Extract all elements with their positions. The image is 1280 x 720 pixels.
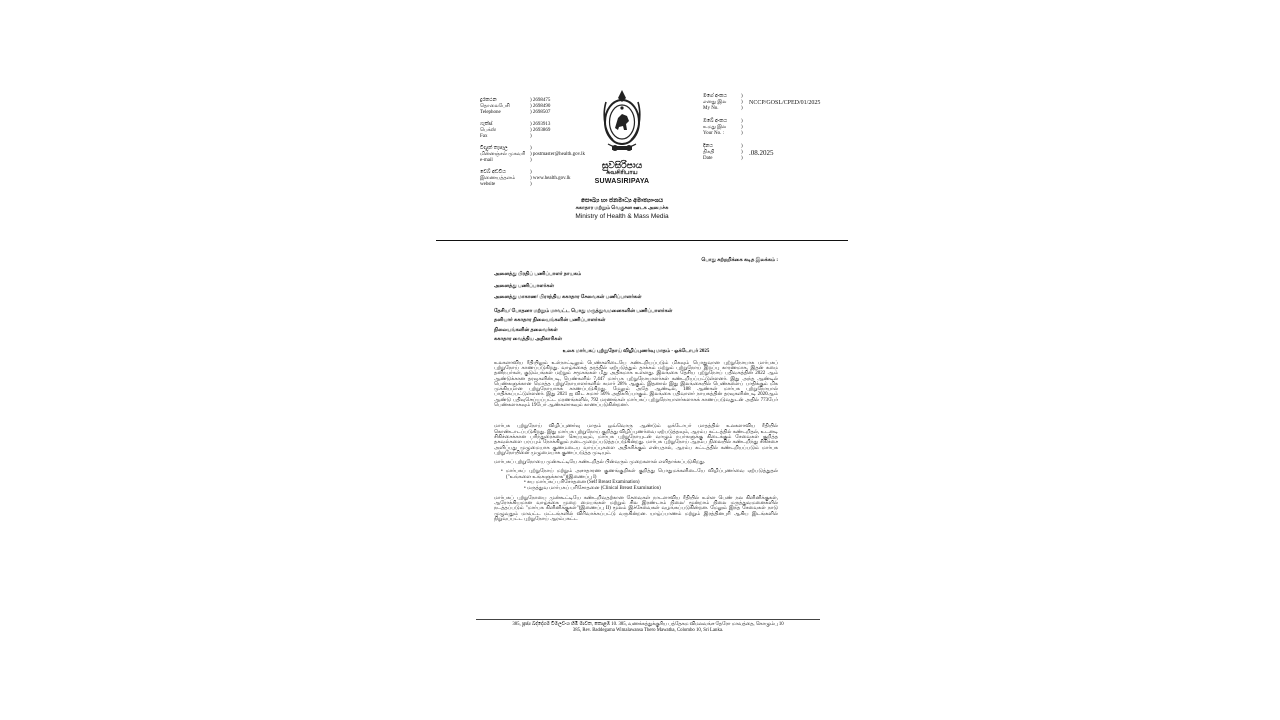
ministry-sinhala: සෞඛ්‍ය හා ජනමාධ්‍ය අමාත්‍යාංශය	[580, 198, 664, 204]
reference-details	[703, 94, 843, 169]
letter-body	[494, 258, 778, 526]
footer-address	[470, 622, 826, 634]
footer-line-1: 385, පූජ්‍ය බද්දේගම විමලවංශ හිමි මාවත, කොළඹ 10. 385, வணக்கத்துக்குரிய பத்தேகம விமலவங்ச தேரோ மாவத்தை, கொழும்பு 10	[512, 622, 784, 627]
field-separator: ) 2698507	[530, 110, 551, 115]
field-label: Fax	[480, 134, 488, 139]
field-separator: ) www.health.gov.lk	[530, 176, 571, 181]
field-label: My No.	[703, 106, 719, 111]
ministry-english: Ministry of Health & Mass Media	[575, 213, 669, 220]
bullet-awareness: • மார்பகப் புற்றுநோய் மற்றும் அசாதாரண குணங்குறிகள் குறித்து பொதுமக்களிடையே விழிப்புணர்வை ஏற்படுத்துதல் ("உங்களை உங்களுக்காக")(இணைப்பு I)	[501, 469, 778, 480]
field-separator: )	[530, 170, 532, 175]
bullet-self-exam: • சுய மார்பகப் பரிசோதனை (Self Breast Examination)	[524, 480, 640, 486]
ministry-tamil: சுகாதார மற்றும் வெகுசன ஊடக அமைச்சு	[575, 206, 669, 211]
field-separator: )	[530, 134, 532, 139]
field-label: e-mail	[480, 158, 493, 163]
field-label: தொலைபேசி	[480, 104, 510, 109]
field-label: எனது இல	[703, 100, 727, 105]
field-separator: )	[741, 100, 743, 105]
field-separator: )	[741, 106, 743, 111]
field-separator: )	[741, 131, 743, 136]
field-label: මගේ අංකය	[703, 94, 727, 99]
letter-date: .08.2025	[749, 149, 774, 157]
refs-group	[703, 94, 843, 112]
field-separator: )	[741, 125, 743, 130]
addressee-line: அனைத்து பிரதிப் பணிப்பாளர் நாயகம்	[494, 272, 582, 278]
field-label: ඔබේ අංකය	[703, 119, 727, 124]
field-separator: )	[741, 94, 743, 99]
bullet-clinical-exam: • மருத்துவ மார்பகப் பரிசோதனை (Clinical Breast Examination)	[524, 486, 661, 492]
field-separator: )	[741, 119, 743, 124]
brand-english: SUWASIRIPAYA	[594, 178, 650, 185]
refs-row	[703, 131, 843, 137]
letter-title: உலக மார்பகப் புற்றுநோய் விழிப்புணர்வு மாதம் - ஒக்டோபர் 2025	[562, 349, 710, 355]
field-label: ෆැක්ස්	[480, 122, 493, 127]
field-separator: ) 2698490	[530, 104, 551, 109]
reference-number: NCCP/GOSL/CPED/01/2025	[749, 100, 821, 106]
field-label: Date	[703, 156, 713, 161]
brand-tamil: சுவசிரிபாய	[606, 170, 638, 176]
addressee-line: அனைத்து பணிப்பாளர்கள்	[494, 283, 555, 289]
field-label: திகதி	[703, 150, 715, 155]
field-label: பெக்ஸ்	[480, 128, 497, 133]
addressee-line: தேசிய/ போதனா மற்றும் மாவட்ட பொது மருத்துவமனைகளின் பணிப்பாளர்கள்	[494, 309, 673, 315]
field-separator: )	[741, 150, 743, 155]
brand-sinhala: සුවසිරිපාය	[601, 160, 643, 170]
field-separator: )	[530, 182, 532, 187]
addressee-line: சுகாதார வைத்திய அதிகாரிகள்	[494, 337, 562, 343]
addressee-line: அனைத்து மாகாண/ பிராந்திய சுகாதார சேவைகள் பணிப்பாளர்கள்	[494, 294, 642, 300]
field-separator: ) postmaster@health.gov.lk	[530, 152, 585, 157]
refs-group	[703, 144, 843, 162]
field-label: Telephone	[480, 110, 501, 115]
refs-row	[703, 106, 843, 112]
contacts-group	[480, 122, 600, 140]
paragraph-statistics: உலகளாவிய ரீதியிலும் உள்நாட்டிலும் பெண்களிடையே கண்டறியப்படும் மிகவும் பொதுவான புற்றுநோயாக மார்பகப் புற்றுநோய் காணப்படுகிறது. வாழ்க்கைத் தரத்தில் ஏற்படுத்தும் தாக்கம் மற்றும் புற்றுநோய் இறப்பு காரணமாக, இதன் சுமை தனிநபர்கள், குடும்பங்கள் மற்றும் சமூகங்கள் மீது அதிகமாக உள்ளது. இலங்கை தேசிய புற்றுநோய் பதிவகத்தின் 2022 ஆம் ஆண்டுக்கான தரவுகளின்படி, பெண்களில் 7,447 மார்பக புற்றுநோயாளர்கள் கண்டறியப்பட்டுள்ளனர். இது அந்த ஆண்டில் பெண்களுக்கான மொத்த புற்றுநோயாளர்களில் சுமார் 28% ஆகும். இதனால் இது இலங்கையில் பெண்களைப் பாதிக்கும் மிக முக்கியமான புற்றுநோயாகக் காணப்படுகிறது. மேலும் அதே ஆண்டில், 188 ஆண்கள் மார்பக புற்றுநோயால் பாதிக்கப்பட்டுள்ளனர். இது 2021 ஐ விட சுமார் 50% அதிகரிப்பாகும். இலங்கை பதிவாளர் நாயகத்தின் தரவுகளின்படி 2020ஆம் ஆண்டு பதிவுசெய்யப்பட்ட மரணங்களில், 792 மரணங்கள் மார்பகப் புற்றுநோயாளர்களாகக் காணப்படுவதுடன் அதில் 773பேர் பெண்களாகவும் 19பேர் ஆண்களாகவும் காணப்படுகின்றனர்.	[494, 360, 778, 409]
field-separator: ) 2693869	[530, 128, 551, 133]
field-label: විද්‍යුත් තැපෑල	[480, 146, 508, 151]
contacts-row	[480, 134, 600, 140]
field-separator: )	[530, 158, 532, 163]
paragraph-services: மார்பகப் புற்றுநோயை முன்கூட்டியே கண்டறிவதற்கான சேவைகள் நாடளாவிய ரீதியில் உள்ள பெண் நல கிளினிக்குகள், ஆரோக்கியமான வாழ்க்கை முறை மையங்கள் மற்றும் சில இரண்டாம் நிலை/ மூன்றாம் நிலை மருத்துவமனைகளில் நடத்தப்படும் "மார்பக கிளினிக்குகள்"(இணைப்பு II) மூலம் இச்சேவைகள் வழங்கப்படுகின்றன. மேலும் இந்த சேவைகள் நாடு முழுவதும் மாவட்ட மட்டங்களில் விரிவாக்கப்பட்டு வருகின்றன. யாழ்ப்பாணம் மற்றும் இரத்தினபுரி ஆகிய இடங்களில் நிறுவப்பட்ட புற்றுநோய் ஆரம்பகட்ட	[494, 495, 778, 522]
field-separator: )	[741, 156, 743, 161]
field-separator: )	[741, 144, 743, 149]
field-separator: ) 2698475	[530, 98, 551, 103]
footer-line-2: 385, Rev. Baddegama Wimalawansa Thero Mawatha, Colombo 10, Sri Lanka.	[572, 628, 724, 633]
addressees-primary	[494, 272, 778, 300]
letterhead-divider	[436, 240, 848, 241]
field-label: දිනය	[703, 144, 713, 149]
addressees-secondary	[494, 309, 778, 342]
refs-group	[703, 119, 843, 137]
sri-lanka-emblem-icon	[600, 88, 644, 154]
footer-divider	[476, 619, 820, 620]
addressee-line: தனியார் சுகாதார நிலையங்களின் பணிப்பாளர்கள்	[494, 318, 606, 324]
field-label: website	[480, 182, 496, 187]
field-separator: )	[530, 146, 532, 151]
addressee-line: நிலையங்களின் தலைவர்கள்	[494, 327, 558, 333]
field-label: Your No. :	[703, 131, 725, 136]
field-label: දුරකථන	[480, 98, 497, 103]
field-label: உமது இல	[703, 125, 727, 130]
field-label: වෙබ් අඩවිය	[480, 170, 506, 175]
contacts-group	[480, 98, 600, 116]
field-label: மின்னஞ்சல் முகவரி	[480, 152, 526, 157]
circular-number-label: பொது சுற்றறிக்கை கடித இலக்கம் :	[701, 258, 778, 263]
contacts-row	[480, 110, 600, 116]
field-separator: ) 2693913	[530, 122, 551, 127]
ministry-name	[556, 198, 688, 221]
paragraph-early-detection: மார்பகப் புற்றுநோயை முன்கூட்டியே கண்டறிதல் பின்வரும் முறைகளால் எளிதாக்கப்படுகிறது.	[494, 460, 706, 466]
paragraph-awareness-month: மார்பக புற்றுநோய் விழிப்புணர்வு மாதம் ஒவ்வொரு ஆண்டும் ஒக்டோபர் மாதத்தில் உலகளாவிய ரீதியில் கொண்டாடப்படுகிறது. இது மார்பக புற்றுநோய் குறித்து விழிப்புணர்வை ஏற்படுத்தவும், ஆரம்ப கட்டத்தில் கண்டறிதல், உடனடி சிகிச்சைக்கான பரிந்துரைகளை செய்யவும், மார்பக புற்றுநோயுடன் வாழும் நபர்களுக்கு கிடைக்கும் சேவைகள் குறித்த தகவல்களை பரப்பும் நோக்கிலும் நடைமுறைப்படுத்தப்படுகின்றது. மார்பக புற்றுநோய் ஆரம்ப நிலையில் கண்டறிந்து சிகிச்சை அளிப்பது முழுமையாக குணமடைய வாய்ப்புகளை அதிகரிக்கும் என்பதால், ஆரம்ப கட்டத்தில் கண்டறியப்படும் மார்பக புற்றுநோயினை முழுமையாக குணப்படுத்த முடியும்.	[494, 424, 778, 456]
field-label: இணையத்தளம்	[480, 176, 516, 181]
brand-block	[582, 160, 662, 186]
